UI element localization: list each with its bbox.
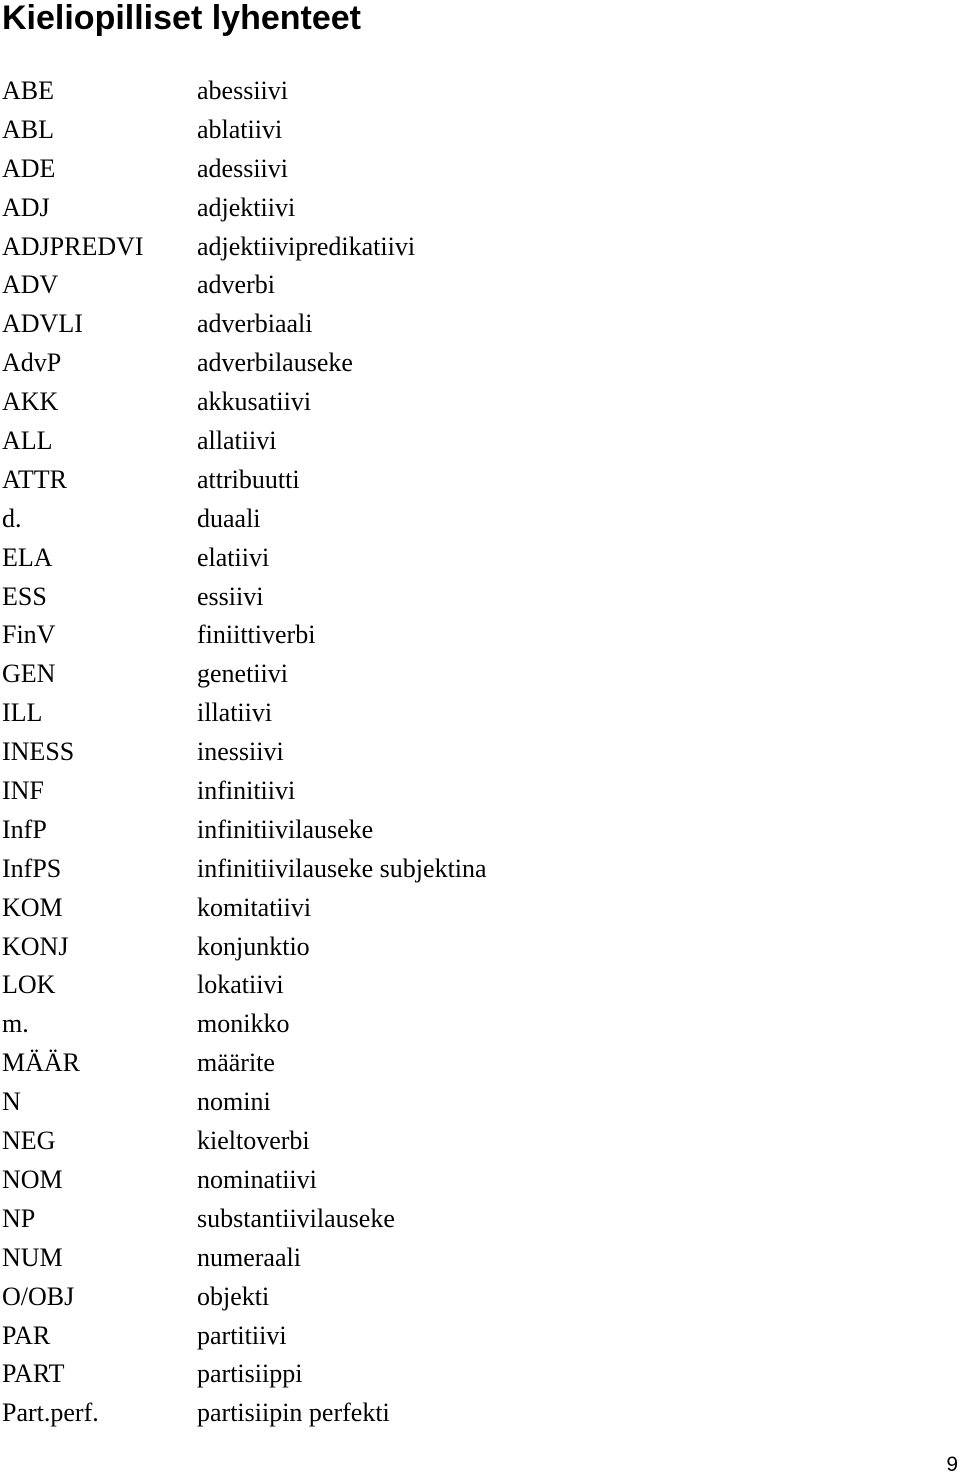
abbreviation-row (0, 1005, 960, 1044)
abbreviation-code: ADV (2, 270, 59, 300)
abbreviation-row (0, 1355, 960, 1394)
abbreviation-code: ELA (2, 542, 53, 572)
abbreviation-row (0, 616, 960, 655)
abbreviation-meaning: attribuutti (197, 464, 300, 494)
abbreviation-code: ADE (2, 153, 56, 183)
abbreviation-row (0, 344, 960, 383)
abbreviation-code: ADVLI (2, 309, 83, 339)
abbreviation-meaning: essiivi (197, 581, 264, 611)
abbreviation-code: InfP (2, 814, 47, 844)
abbreviation-meaning: objekti (197, 1281, 270, 1311)
abbreviation-row (0, 1122, 960, 1161)
abbreviation-meaning: abessiivi (197, 76, 288, 105)
abbreviation-code: ATTR (2, 464, 67, 494)
abbreviation-code: O/OBJ (2, 1281, 75, 1311)
abbreviation-meaning: duaali (197, 503, 261, 533)
abbreviation-meaning: adjektiivi (197, 192, 296, 222)
abbreviation-meaning: adverbiaali (197, 309, 313, 339)
abbreviation-meaning: nominatiivi (197, 1164, 317, 1194)
abbreviation-meaning: infinitiivi (197, 776, 296, 806)
abbreviation-code: d. (2, 503, 22, 533)
abbreviation-code: ILL (2, 698, 43, 728)
abbreviation-code: LOK (2, 970, 56, 1000)
abbreviation-meaning: genetiivi (197, 659, 288, 689)
abbreviation-meaning: konjunktio (197, 931, 310, 961)
abbreviation-meaning: allatiivi (197, 426, 277, 456)
abbreviation-row (0, 228, 960, 267)
abbreviation-code: ALL (2, 426, 53, 456)
abbreviation-meaning: nomini (197, 1087, 271, 1117)
abbreviation-meaning: akkusatiivi (197, 387, 312, 417)
abbreviation-row (0, 461, 960, 500)
abbreviation-meaning: partisiippi (197, 1359, 303, 1389)
abbreviation-code: InfPS (2, 853, 62, 883)
abbreviation-meaning: määrite (197, 1048, 275, 1078)
abbreviation-row (0, 383, 960, 422)
abbreviation-meaning: adverbi (197, 270, 275, 300)
abbreviation-code: Part.perf. (2, 1398, 99, 1428)
abbreviation-code: KONJ (2, 931, 69, 961)
abbreviation-meaning: partisiipin perfekti (197, 1398, 390, 1428)
abbreviation-row (0, 539, 960, 578)
abbreviation-code: ADJ (2, 192, 50, 222)
page-title: Kieliopilliset lyhenteet (2, 0, 361, 37)
abbreviation-code: NOM (2, 1164, 63, 1194)
abbreviation-meaning: adjektiivipredikatiivi (197, 231, 416, 261)
abbreviation-row (0, 966, 960, 1005)
abbreviation-row (0, 1239, 960, 1278)
abbreviation-code: PART (2, 1359, 65, 1389)
abbreviation-row (0, 928, 960, 967)
abbreviation-meaning: lokatiivi (197, 970, 284, 1000)
abbreviation-meaning: numeraali (197, 1242, 301, 1272)
abbreviation-row (0, 733, 960, 772)
abbreviation-meaning: infinitiivilauseke (197, 814, 374, 844)
abbreviation-meaning: kieltoverbi (197, 1126, 310, 1156)
abbreviation-row (0, 500, 960, 539)
abbreviation-code: KOM (2, 892, 63, 922)
abbreviation-code: NP (2, 1203, 36, 1233)
abbreviation-code: ABE (2, 76, 54, 105)
abbreviation-meaning: komitatiivi (197, 892, 312, 922)
abbreviation-row (0, 811, 960, 850)
abbreviation-code: AdvP (2, 348, 62, 378)
abbreviation-row (0, 1278, 960, 1317)
abbreviation-code: ABL (2, 114, 54, 144)
abbreviation-row (0, 189, 960, 228)
abbreviation-row (0, 1394, 960, 1433)
abbreviation-meaning: infinitiivilauseke subjektina (197, 853, 487, 883)
abbreviation-row (0, 422, 960, 461)
abbreviation-code: PAR (2, 1320, 51, 1350)
abbreviation-row (0, 266, 960, 305)
abbreviation-meaning: partitiivi (197, 1320, 287, 1350)
abbreviation-row (0, 1044, 960, 1083)
abbreviation-row (0, 889, 960, 928)
abbreviation-row (0, 150, 960, 189)
abbreviation-row (0, 1161, 960, 1200)
abbreviation-meaning: inessiivi (197, 737, 284, 767)
abbreviation-code: MÄÄR (2, 1048, 81, 1078)
abbreviation-row (0, 655, 960, 694)
abbreviation-row (0, 111, 960, 150)
abbreviation-meaning: illatiivi (197, 698, 273, 728)
abbreviation-code: ESS (2, 581, 47, 611)
abbreviation-code: ADJPREDVI (2, 231, 144, 261)
abbreviation-row (0, 772, 960, 811)
abbreviation-meaning: substantiivilauseke (197, 1203, 395, 1233)
abbreviation-meaning: monikko (197, 1009, 290, 1039)
abbreviation-code: m. (2, 1009, 29, 1039)
abbreviation-code: AKK (2, 387, 59, 417)
abbreviation-code: NEG (2, 1126, 56, 1156)
abbreviation-code: GEN (2, 659, 56, 689)
abbreviation-meaning: adverbilauseke (197, 348, 353, 378)
page-number: 9 (946, 1453, 958, 1476)
abbreviation-code: NUM (2, 1242, 63, 1272)
abbreviation-row (0, 1083, 960, 1122)
abbreviation-row (0, 578, 960, 617)
abbreviation-meaning: finiittiverbi (197, 620, 316, 650)
abbreviation-row (0, 1317, 960, 1356)
abbreviation-list (0, 72, 960, 1433)
abbreviation-row (0, 850, 960, 889)
abbreviation-meaning: adessiivi (197, 153, 288, 183)
abbreviation-code: FinV (2, 620, 56, 650)
abbreviation-row (0, 694, 960, 733)
abbreviation-row (0, 305, 960, 344)
abbreviation-meaning: elatiivi (197, 542, 270, 572)
abbreviation-code: INESS (2, 737, 75, 767)
abbreviation-row (0, 1200, 960, 1239)
abbreviation-code: N (2, 1087, 21, 1117)
abbreviation-row (0, 72, 960, 111)
abbreviation-code: INF (2, 776, 44, 806)
abbreviation-meaning: ablatiivi (197, 114, 283, 144)
